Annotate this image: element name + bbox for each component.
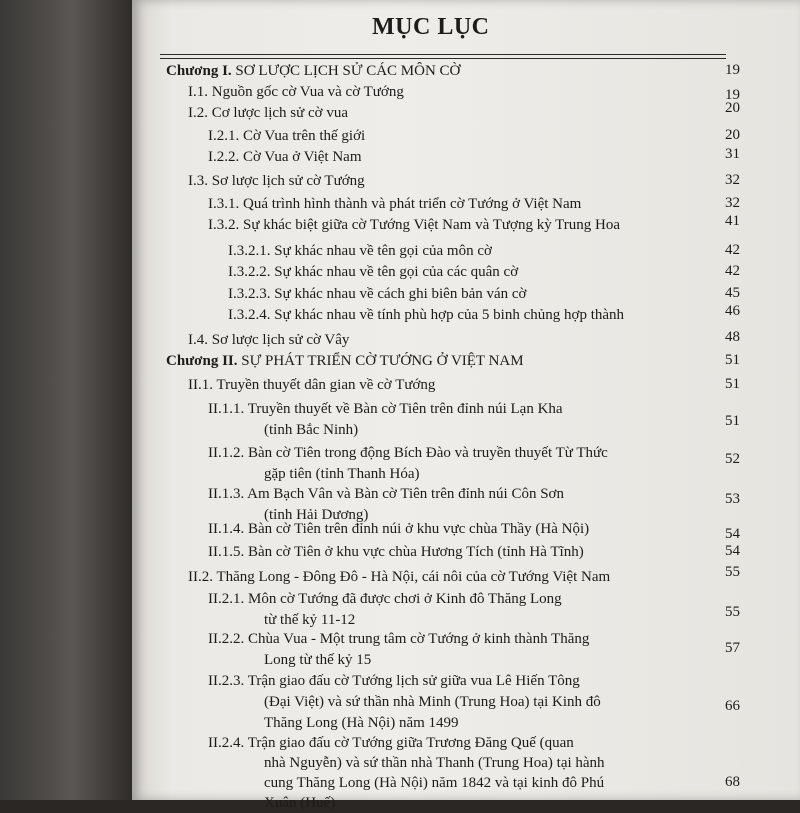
toc-page-number: 57 — [725, 640, 740, 656]
toc-entry-2-1-5[interactable] — [208, 543, 584, 562]
toc-page-number: 20 — [725, 100, 740, 116]
toc-entry-text: Chương II. SỰ PHÁT TRIỂN CỜ TƯỚNG Ở VIỆT NAM — [166, 353, 524, 369]
toc-entry-text: II.1.1. Truyền thuyết về Bàn cờ Tiên trên đỉnh núi Lạn Kha — [208, 401, 563, 417]
toc-entry-text-cont: (Đại Việt) và sứ thần nhà Minh (Trung Hoa) tại Kinh đô — [264, 694, 601, 710]
toc-entry-2-2-4-cont — [264, 754, 605, 773]
toc-entry-text: I.3.2.4. Sự khác nhau về tính phù hợp của 5 binh chủng hợp thành — [228, 307, 625, 323]
title-rule-bottom — [160, 58, 726, 59]
toc-entry-text: II.1. Truyền thuyết dân gian về cờ Tướng — [188, 377, 436, 393]
toc-entry-1-3-2[interactable] — [208, 216, 620, 235]
toc-entry-2-2-1[interactable] — [208, 590, 562, 609]
toc-entry-text: I.3.2.1. Sự khác nhau về tên gọi của môn cờ — [228, 243, 492, 259]
toc-entry-text-cont: Xuân (Huế) — [264, 795, 336, 811]
toc-entry-1-4[interactable] — [188, 331, 349, 350]
toc-entry-2-1-1-cont — [264, 421, 358, 440]
toc-entry-text: II.2.3. Trận giao đấu cờ Tướng lịch sử giữa vua Lê Hiến Tông — [208, 673, 580, 689]
toc-entry-2-2-3-cont2 — [264, 714, 459, 733]
toc-entry-text-cont: Long từ thế kỷ 15 — [264, 652, 372, 668]
toc-entry-text-cont: (tỉnh Bắc Ninh) — [264, 422, 359, 438]
toc-entry-2-1-1[interactable] — [208, 400, 563, 419]
toc-entry-2-2-3-cont — [264, 693, 601, 712]
toc-entry-2-1[interactable] — [188, 376, 435, 395]
toc-entry-2-2-2-cont — [264, 651, 371, 670]
toc-entry-text: I.4. Sơ lược lịch sử cờ Vây — [188, 332, 350, 348]
toc-page-number: 51 — [725, 376, 740, 392]
toc-entry-2-2-4[interactable] — [208, 734, 574, 753]
toc-entry-text: II.1.3. Am Bạch Vân và Bàn cờ Tiên trên đỉnh núi Côn Sơn — [208, 486, 564, 502]
toc-page-number: 53 — [725, 491, 740, 507]
toc-page-number: 31 — [725, 146, 740, 162]
toc-page — [132, 0, 800, 811]
toc-entry-text: II.1.5. Bàn cờ Tiên ở khu vực chùa Hương Tích (tỉnh Hà Tĩnh) — [208, 544, 584, 560]
toc-page-number: 48 — [725, 329, 740, 345]
toc-entry-text: II.1.4. Bàn cờ Tiên trên đỉnh núi ở khu vực chùa Thầy (Hà Nội) — [208, 521, 590, 537]
toc-page-number: 51 — [725, 352, 740, 368]
toc-entry-1-3-2-4[interactable] — [228, 306, 624, 325]
toc-entry-text: I.3.2.2. Sự khác nhau về tên gọi của các quân cờ — [228, 264, 519, 280]
toc-entry-text: I.3.1. Quá trình hình thành và phát triển cờ Tướng ở Việt Nam — [208, 196, 582, 212]
toc-entry-chapter-1[interactable] — [166, 62, 460, 81]
toc-entry-text: II.2.1. Môn cờ Tướng đã được chơi ở Kinh đô Thăng Long — [208, 591, 562, 607]
toc-entry-1-2-1[interactable] — [208, 127, 365, 146]
toc-entry-1-3[interactable] — [188, 172, 365, 191]
toc-entry-text: I.3.2. Sự khác biệt giữa cờ Tướng Việt Nam và Tượng kỳ Trung Hoa — [208, 217, 621, 233]
toc-page-number: 32 — [725, 195, 740, 211]
toc-entry-text-cont: Thăng Long (Hà Nội) năm 1499 — [264, 715, 459, 731]
toc-entry-text: Chương I. SƠ LƯỢC LỊCH SỬ CÁC MÔN CỜ — [166, 63, 461, 79]
toc-page-number: 55 — [725, 604, 740, 620]
toc-entry-1-3-2-1[interactable] — [228, 242, 492, 261]
toc-entry-2-1-3[interactable] — [208, 485, 564, 504]
toc-entry-chapter-2[interactable] — [166, 352, 524, 371]
toc-entry-2-1-2[interactable] — [208, 444, 608, 463]
toc-entry-2-2-3[interactable] — [208, 672, 580, 691]
toc-entry-2-2-4-cont2 — [264, 774, 604, 793]
toc-entry-text: II.1.2. Bàn cờ Tiên trong động Bích Đào và truyền thuyết Từ Thức — [208, 445, 608, 461]
toc-page-number: 51 — [725, 413, 740, 429]
toc-entry-1-2-2[interactable] — [208, 148, 362, 167]
toc-page-number: 41 — [725, 213, 740, 229]
toc-entry-2-2-2[interactable] — [208, 630, 589, 649]
toc-entry-1-3-2-2[interactable] — [228, 263, 518, 282]
toc-page-number: 54 — [725, 526, 740, 542]
toc-page-number: 55 — [725, 564, 740, 580]
toc-page-number: 68 — [725, 774, 740, 790]
page-title: MỤC LỤC — [372, 14, 490, 40]
toc-entry-1-3-1[interactable] — [208, 195, 581, 214]
toc-page-number: 42 — [725, 263, 740, 279]
toc-entry-text: II.2. Thăng Long - Đông Đô - Hà Nội, cái nôi của cờ Tướng Việt Nam — [188, 569, 611, 585]
toc-entry-text: II.2.4. Trận giao đấu cờ Tướng giữa Trương Đăng Quế (quan — [208, 735, 574, 751]
toc-page-number: 42 — [725, 242, 740, 258]
toc-entry-1-2[interactable] — [188, 104, 348, 123]
toc-entry-text-cont: cung Thăng Long (Hà Nội) năm 1842 và tại kinh đô Phú — [264, 775, 605, 791]
toc-entry-text: I.3.2.3. Sự khác nhau về cách ghi biên bản ván cờ — [228, 286, 527, 302]
toc-entry-2-2-1-cont — [264, 611, 355, 630]
toc-page-number: 45 — [725, 285, 740, 301]
toc-entry-2-2[interactable] — [188, 568, 610, 587]
toc-entry-2-2-4-cont3 — [264, 794, 335, 813]
toc-entry-2-1-4[interactable] — [208, 520, 589, 539]
toc-entry-1-1[interactable] — [188, 83, 404, 102]
toc-entry-text-cont: gặp tiên (tỉnh Thanh Hóa) — [264, 466, 420, 482]
toc-entry-text: I.1. Nguồn gốc cờ Vua và cờ Tướng — [188, 84, 404, 100]
toc-page-number: 52 — [725, 451, 740, 467]
toc-entry-1-3-2-3[interactable] — [228, 285, 526, 304]
toc-page-number: 54 — [725, 543, 740, 559]
toc-page-number: 32 — [725, 172, 740, 188]
toc-entry-text-cont: (tỉnh Hải Dương) — [264, 507, 369, 523]
toc-entry-text: I.3. Sơ lược lịch sử cờ Tướng — [188, 173, 365, 189]
toc-page-number: 46 — [725, 303, 740, 319]
toc-entry-text: I.2.1. Cờ Vua trên thế giới — [208, 128, 366, 144]
toc-entry-text: II.2.2. Chùa Vua - Một trung tâm cờ Tướng ở kinh thành Thăng — [208, 631, 590, 647]
toc-entry-text-cont: từ thế kỷ 11-12 — [264, 612, 356, 628]
toc-page-number: 66 — [725, 698, 740, 714]
toc-page-number: 20 — [725, 127, 740, 143]
adjacent-book-cover — [0, 0, 132, 800]
title-rule-top — [160, 54, 726, 55]
toc-entry-text-cont: nhà Nguyễn) và sứ thần nhà Thanh (Trung Hoa) tại hành — [264, 755, 605, 771]
toc-entry-text: I.2. Cơ lược lịch sử cờ vua — [188, 105, 349, 121]
toc-entry-text: I.2.2. Cờ Vua ở Việt Nam — [208, 149, 362, 165]
toc-entry-2-1-2-cont — [264, 465, 420, 484]
toc-page-number: 19 — [725, 87, 740, 103]
toc-page-number: 19 — [725, 62, 740, 78]
